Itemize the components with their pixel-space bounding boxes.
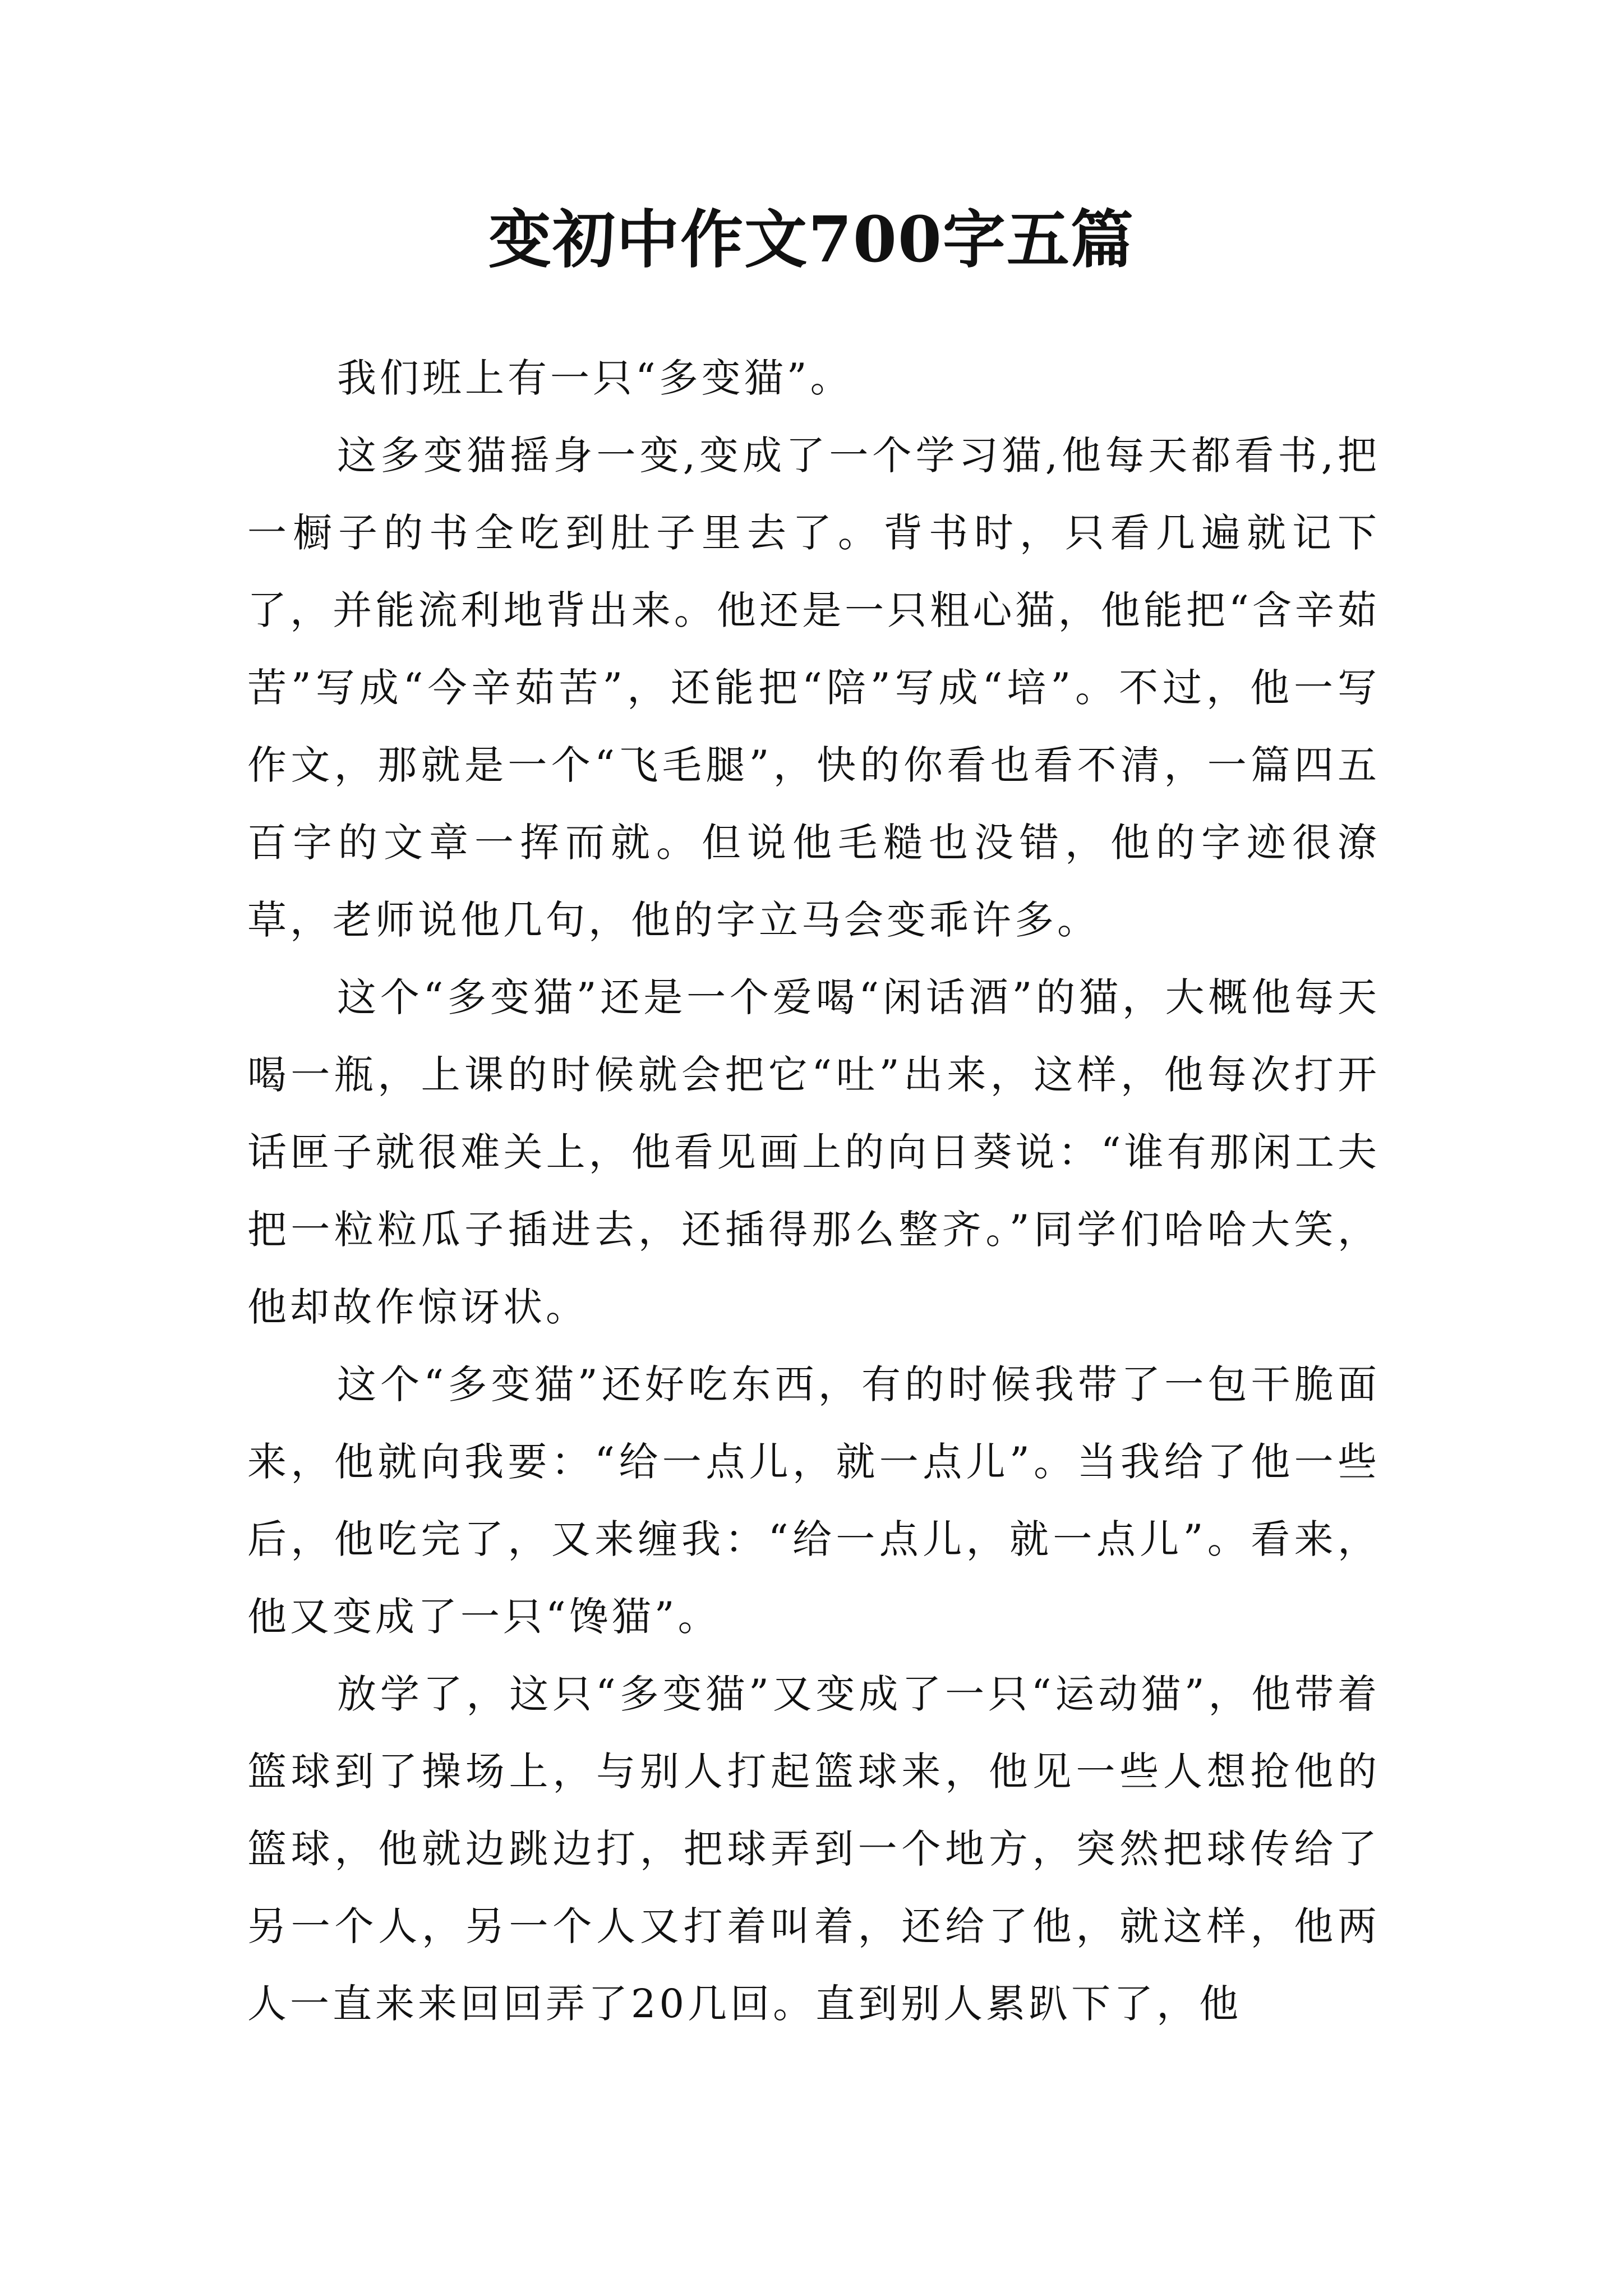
document-body [247,339,1380,2042]
document-title: 变初中作文700字五篇 [488,203,1135,277]
paragraph-2: 这多变猫摇身一变,变成了一个学习猫,他每天都看书,把一橱子的书全吃到肚子里去了。背书时，只看几遍就记下了，并能流利地背出来。他还是一只粗心猫，他能把“含辛茹苦”写成“今辛茹苦”，还能把“陪”写成“培”。不过，他一写作文，那就是一个“飞毛腿”，快的你看也看不清，一篇四五百字的文章一挥而就。但说他毛糙也没错，他的字迹很潦草，老师说他几句，他的字立马会变乖许多。 [247,432,1380,943]
paragraph-4: 这个“多变猫”还好吃东西，有的时候我带了一包干脆面来，他就向我要：“给一点儿，就一点儿”。当我给了他一些后，他吃完了，又来缠我：“给一点儿，就一点儿”。看来，他又变成了一只“馋猫”。 [247,1361,1380,1640]
paragraph-1: 我们班上有一只“多变猫”。 [337,355,853,401]
paragraph-3: 这个“多变猫”还是一个爱喝“闲话酒”的猫，大概他每天喝一瓶，上课的时候就会把它“吐”出来，这样，他每次打开话匣子就很难关上，他看见画上的向日葵说：“谁有那闲工夫把一粒粒瓜子插进去，还插得那么整齐。”同学们哈哈大笑，他却故作惊讶状。 [247,974,1380,1330]
paragraph-5: 放学了，这只“多变猫”又变成了一只“运动猫”，他带着篮球到了操场上，与别人打起篮球来，他见一些人想抢他的篮球，他就边跳边打，把球弄到一个地方，突然把球传给了另一个人，另一个人又打着叫着，还给了他，就这样，他两人一直来来回回弄了20几回。直到别人累趴下了，他 [247,1671,1380,2027]
